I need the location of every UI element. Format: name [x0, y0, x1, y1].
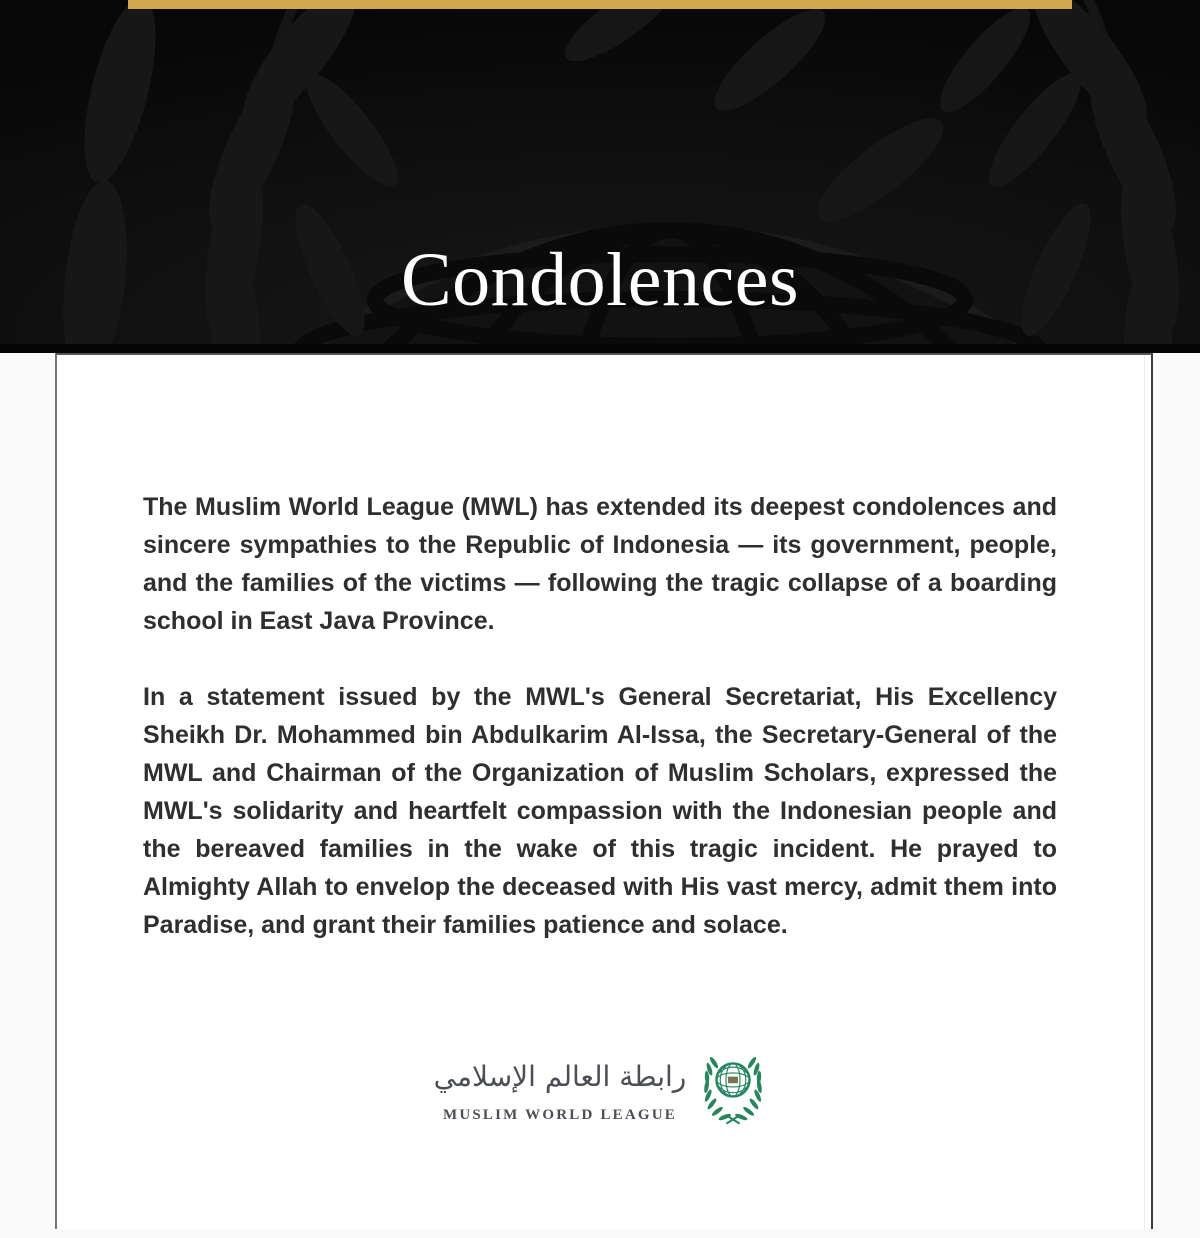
mwl-logo [143, 1048, 1057, 1130]
emblem-kaaba-icon [728, 1077, 738, 1084]
page-title: Condolences [400, 238, 800, 322]
gold-accent-bar [128, 0, 1072, 9]
hero-banner [0, 0, 1200, 353]
statement-paragraph-1: The Muslim World League (MWL) has extended its deepest condolences and sincere sympathies to the Republic of Indonesia — its government, people, and the families of the victims — following the tragic collapse of a boarding school in East Java Province. [143, 493, 1057, 635]
content-area [0, 353, 1200, 1229]
statement-card [55, 353, 1153, 1229]
mwl-logo-latin-name: MUSLIM WORLD LEAGUE [442, 1106, 678, 1123]
statement-paragraph-2: In a statement issued by the MWL's General Secretariat, His Excellency Sheikh Dr. Mohammed bin Abdulkarim Al-Issa, the Secretary-General of the MWL and Chairman of the Organization of Muslim Scholars, expressed the MWL's solidarity and heartfelt compassion with the Indonesian people and the bereaved families in the wake of this tragic incident. He prayed to Almighty Allah to envelop the deceased with His vast mercy, admit them into Paradise, and grant their families patience and solace. [143, 683, 1057, 939]
mwl-logo-text [434, 1055, 687, 1124]
emblem-wreath-icon [704, 1056, 763, 1122]
mwl-logo-arabic-name: رابطة العالم الإسلامي [433, 1059, 687, 1093]
mwl-emblem-icon [700, 1048, 766, 1130]
emblem-stems-icon [727, 1115, 740, 1123]
